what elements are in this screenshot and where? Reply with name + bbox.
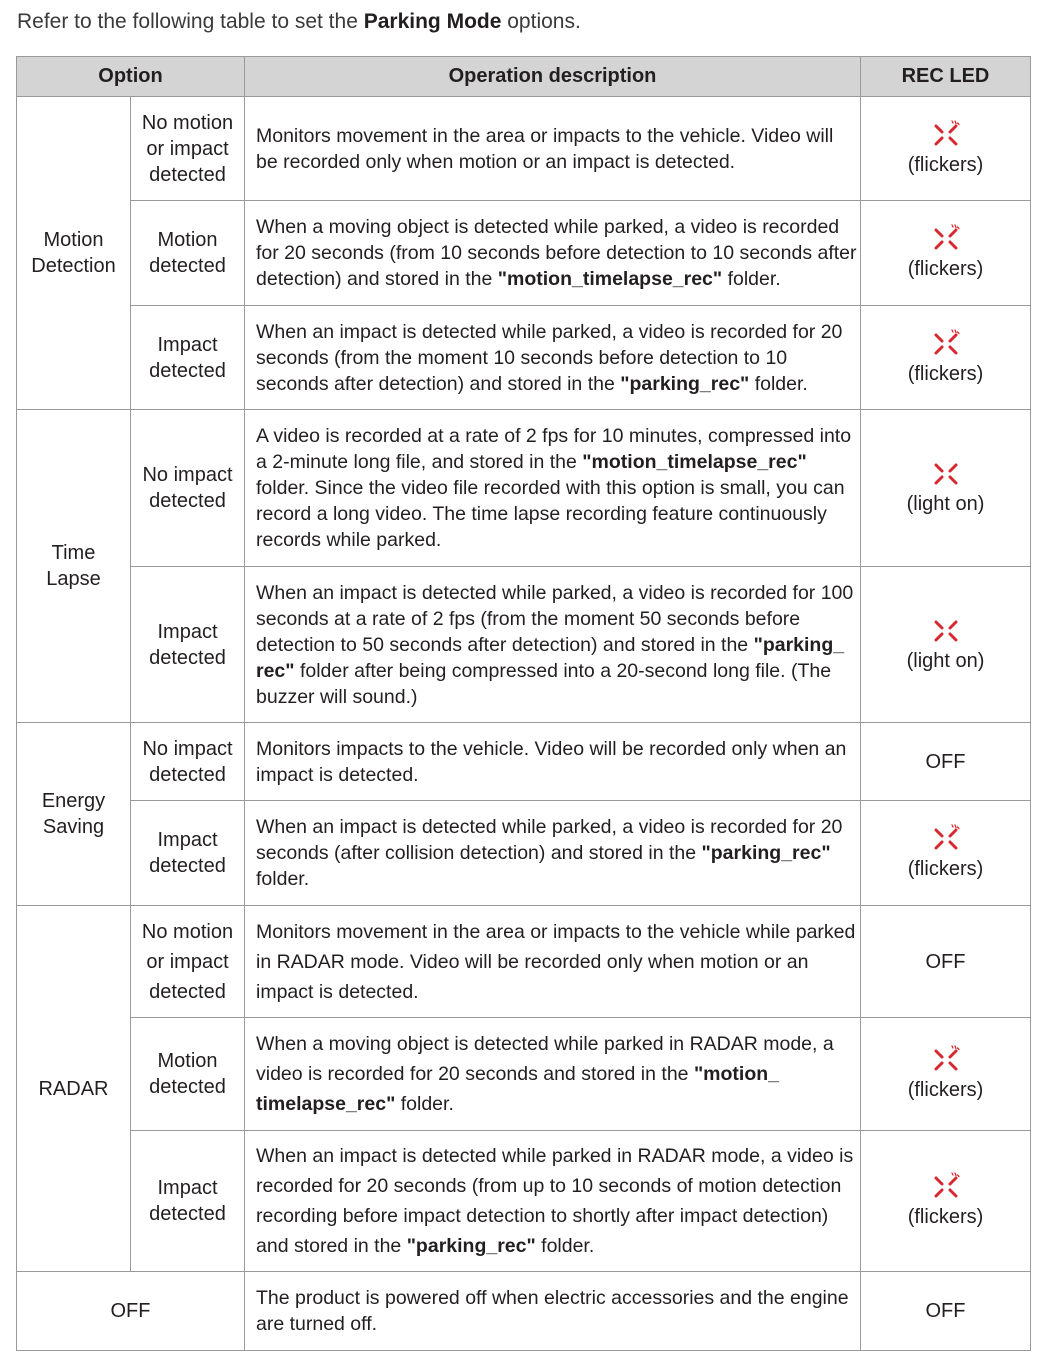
condition-label: No impact [142, 464, 233, 486]
table-row [17, 1131, 1031, 1272]
mode-label: Motion [43, 229, 104, 251]
table-row [17, 306, 1031, 410]
condition-cell [131, 723, 245, 801]
description-text: folder. [749, 372, 808, 395]
condition-label: Motion [157, 1050, 218, 1072]
led-status-text: OFF [925, 750, 966, 773]
condition-label: Impact [157, 1177, 218, 1199]
description-text: When a moving object is detected while parked, a video is recorded for 20 seconds (from 10 seconds before detection to 10 seconds after detection) and stored in the [256, 216, 857, 290]
description-text: folder. [256, 868, 310, 890]
condition-label: No impact [142, 737, 233, 760]
condition-label: Impact [157, 829, 218, 851]
mode-label: Energy [41, 790, 106, 812]
description-cell [245, 906, 861, 1018]
description-text: folder. Since the video file recorded with this option is small, you can record a long video. The time lapse recording feature continuously records while parked. [256, 477, 845, 551]
rec-led-cell [861, 723, 1031, 801]
table-row [17, 1018, 1031, 1131]
led-status-text: OFF [925, 950, 966, 973]
folder-name: "motion_ timelapse_rec" [256, 1063, 780, 1115]
rec-led-cell [861, 1018, 1031, 1131]
intro-prefix: Refer to the following table to set the [17, 10, 364, 33]
description-cell [245, 410, 861, 567]
header-rec-led: REC LED [861, 57, 1031, 97]
condition-label: detected [149, 1203, 226, 1225]
condition-label: Impact [157, 620, 218, 643]
led-flicker-icon [931, 329, 961, 359]
description-cell [245, 97, 861, 201]
mode-label: Detection [31, 255, 116, 277]
mode-label: RADAR [38, 1077, 109, 1100]
header-description: Operation description [245, 57, 861, 97]
description-cell [245, 306, 861, 410]
condition-label: Motion [157, 229, 218, 251]
folder-name: "motion_timelapse_rec" [497, 268, 723, 290]
folder-name: "parking_rec" [701, 842, 831, 864]
led-flicker-icon [931, 1172, 961, 1202]
condition-label: detected [149, 163, 226, 186]
led-status-text: (flickers) [907, 258, 984, 280]
table-row [17, 201, 1031, 306]
condition-cell [131, 801, 245, 906]
condition-label: detected [149, 646, 226, 669]
mode-cell [17, 723, 131, 906]
description-cell [245, 1018, 861, 1131]
table-row [17, 1272, 1031, 1351]
led-status-text: (light on) [906, 649, 985, 672]
table-row [17, 723, 1031, 801]
rec-led-cell [861, 906, 1031, 1018]
condition-label: detected [149, 359, 226, 382]
folder-name: "motion_timelapse_rec" [582, 451, 807, 473]
rec-led-cell [861, 567, 1031, 723]
led-status-text: (flickers) [907, 1206, 984, 1228]
table-body [17, 97, 1031, 1351]
condition-cell [131, 97, 245, 201]
intro-sentence [17, 10, 581, 34]
rec-led-cell [861, 801, 1031, 906]
mode-cell [17, 1272, 245, 1351]
rec-led-cell [861, 97, 1031, 201]
description-text: Monitors impacts to the vehicle. Video will be recorded only when an impact is detected. [256, 737, 847, 786]
condition-cell [131, 906, 245, 1018]
folder-name: "parking_rec" [620, 372, 750, 395]
condition-label: detected [149, 255, 226, 277]
description-text: When an impact is detected while parked, a video is recorded for 20 seconds (after collision detection) and stored in the [256, 816, 843, 864]
table-row [17, 801, 1031, 906]
description-cell [245, 1272, 861, 1351]
condition-cell [131, 567, 245, 723]
description-text: When an impact is detected while parked, a video is recorded for 20 seconds (from the moment 10 seconds before detection to 10 seconds after detection) and stored in the [256, 320, 843, 395]
folder-name: "parking_rec" [406, 1235, 536, 1257]
led-flicker-icon [931, 224, 961, 254]
table-header-row [17, 57, 1031, 97]
condition-label: Impact [157, 333, 218, 356]
parking-mode-table [16, 56, 1031, 1351]
condition-cell [131, 201, 245, 306]
description-text: folder. [535, 1235, 595, 1257]
rec-led-cell [861, 306, 1031, 410]
condition-label: No motion [141, 111, 234, 134]
led-status-text: (flickers) [907, 153, 984, 176]
condition-label: detected [149, 1076, 226, 1098]
table-row [17, 410, 1031, 567]
folder-name: "parking_ rec" [256, 633, 845, 682]
description-text: A video is recorded at a rate of 2 fps for 10 minutes, compressed into a 2-minute long file, and stored in the [256, 425, 852, 473]
condition-label: detected [149, 980, 226, 1003]
description-cell [245, 723, 861, 801]
condition-label: detected [149, 855, 226, 877]
mode-cell [17, 410, 131, 723]
led-status-text: (flickers) [907, 858, 984, 880]
description-text: folder. [722, 268, 781, 290]
led-status-text: (flickers) [907, 1079, 984, 1101]
header-option: Option [17, 57, 245, 97]
description-text: The product is powered off when electric accessories and the engine are turned off. [256, 1287, 849, 1335]
led-status-text: OFF [925, 1300, 966, 1322]
description-cell [245, 1131, 861, 1272]
table-row [17, 567, 1031, 723]
led-on-icon [931, 616, 961, 646]
description-text: folder. [395, 1093, 454, 1115]
led-flicker-icon [931, 120, 961, 150]
description-cell [245, 567, 861, 723]
condition-label: or impact [146, 950, 229, 973]
intro-bold-term: Parking Mode [363, 10, 502, 33]
mode-cell [17, 97, 131, 410]
table-row [17, 97, 1031, 201]
led-flicker-icon [931, 824, 961, 854]
description-text: Monitors movement in the area or impacts to the vehicle. Video will be recorded only when motion or an impact is detected. [256, 124, 834, 173]
rec-led-cell [861, 1131, 1031, 1272]
condition-cell [131, 1131, 245, 1272]
mode-label: Time [51, 542, 96, 564]
description-text: folder after being compressed into a 20-second long file. (The buzzer will sound.) [256, 659, 832, 708]
condition-label: detected [149, 763, 226, 786]
condition-label: No motion [141, 920, 234, 943]
mode-cell [17, 906, 131, 1272]
description-text: Monitors movement in the area or impacts to the vehicle while parked in RADAR mode. Video will be recorded only when motion or an impact is detected. [256, 920, 856, 1003]
description-text: When an impact is detected while parked, a video is recorded for 100 seconds at a rate of 2 fps (from the moment 50 seconds before detection to 50 seconds after detection) and stored in the [256, 581, 854, 656]
mode-label: Lapse [46, 568, 101, 590]
description-cell [245, 801, 861, 906]
rec-led-cell [861, 201, 1031, 306]
description-text: When an impact is detected while parked in RADAR mode, a video is recorded for 20 seconds (from up to 10 seconds of motion detection recording before impact detection to shortly after impact detection) and stored in the [256, 1145, 854, 1257]
intro-suffix: options. [501, 10, 581, 33]
rec-led-cell [861, 1272, 1031, 1351]
mode-label: Saving [42, 816, 105, 838]
led-status-text: (flickers) [907, 362, 984, 385]
condition-cell [131, 306, 245, 410]
table-row [17, 906, 1031, 1018]
rec-led-cell [861, 410, 1031, 567]
led-on-icon [931, 459, 961, 489]
description-text: When a moving object is detected while parked in RADAR mode, a video is recorded for 20 seconds and stored in the [256, 1033, 834, 1085]
condition-cell [131, 1018, 245, 1131]
mode-label: OFF [110, 1300, 151, 1322]
description-cell [245, 201, 861, 306]
led-flicker-icon [931, 1045, 961, 1075]
led-status-text: (light on) [906, 493, 985, 515]
condition-label: or impact [146, 137, 229, 160]
condition-cell [131, 410, 245, 567]
condition-label: detected [149, 490, 226, 512]
